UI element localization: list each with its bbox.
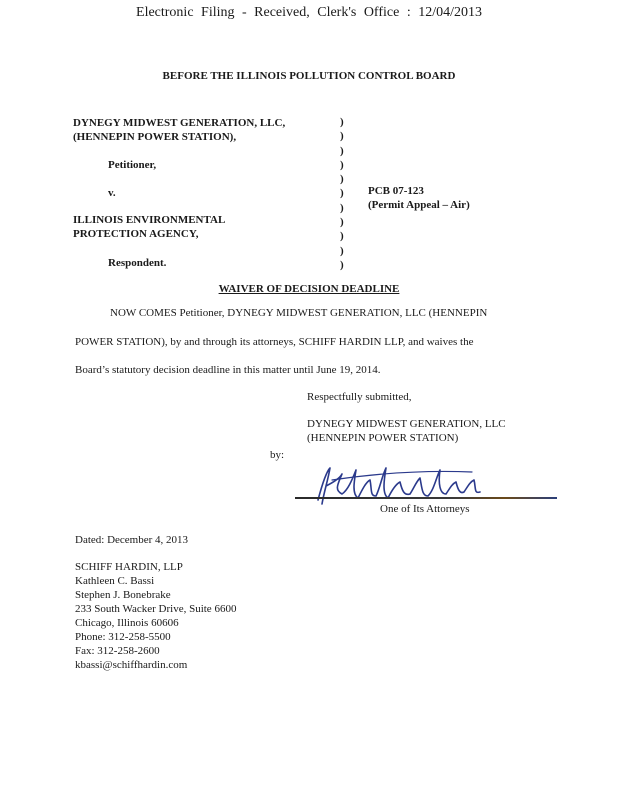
attorney-1: Kathleen C. Bassi <box>75 575 155 587</box>
body-line-1: NOW COMES Petitioner, DYNEGY MIDWEST GENERATION, LLC (HENNEPIN <box>110 307 488 319</box>
case-type: (Permit Appeal – Air) <box>368 199 470 211</box>
dated-line: Dated: December 4, 2013 <box>75 534 189 546</box>
petitioner-role: Petitioner, <box>108 159 157 171</box>
address-line-2: Chicago, Illinois 60606 <box>75 617 179 629</box>
company-line1: DYNEGY MIDWEST GENERATION, LLC <box>307 418 506 430</box>
respondent-role: Respondent. <box>108 257 167 269</box>
board-title: BEFORE THE ILLINOIS POLLUTION CONTROL BOARD <box>162 70 456 82</box>
document-title: WAIVER OF DECISION DEADLINE <box>218 283 400 295</box>
body-line-2: POWER STATION), by and through its attorneys, SCHIFF HARDIN LLP, and waives the <box>75 336 474 348</box>
by-label: by: <box>270 449 285 461</box>
signer-role: One of Its Attorneys <box>380 503 470 515</box>
email-line: kbassi@schiffhardin.com <box>75 659 188 671</box>
firm-name: SCHIFF HARDIN, LLP <box>75 561 183 573</box>
petitioner-name-line1: DYNEGY MIDWEST GENERATION, LLC, <box>73 117 286 129</box>
filing-stamp-header: Electronic Filing - Received, Clerk's Office : 12/04/2013 <box>136 5 482 20</box>
attorney-2: Stephen J. Bonebrake <box>75 589 171 601</box>
case-number: PCB 07-123 <box>368 185 424 197</box>
fax-line: Fax: 312-258-2600 <box>75 645 160 657</box>
caption-parentheses: ) ) ) ) ) ) ) ) ) ) ) <box>340 116 344 271</box>
body-line-3: Board’s statutory decision deadline in this matter until June 19, 2014. <box>75 364 381 376</box>
respondent-name-line1: ILLINOIS ENVIRONMENTAL <box>73 214 226 226</box>
respondent-name-line2: PROTECTION AGENCY, <box>73 228 199 240</box>
closing-text: Respectfully submitted, <box>307 391 412 403</box>
versus-label: v. <box>108 187 116 199</box>
company-line2: (HENNEPIN POWER STATION) <box>307 432 459 444</box>
address-line-1: 233 South Wacker Drive, Suite 6600 <box>75 603 237 615</box>
petitioner-name-line2: (HENNEPIN POWER STATION), <box>73 131 237 143</box>
phone-line: Phone: 312-258-5500 <box>75 631 171 643</box>
signature-line <box>295 497 557 499</box>
